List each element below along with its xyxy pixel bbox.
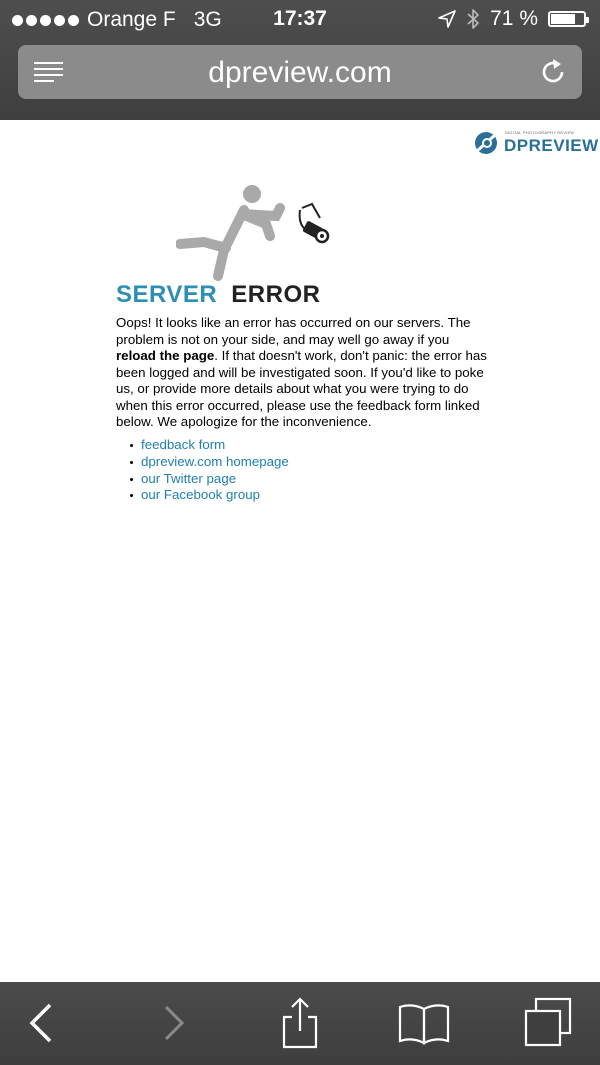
camera-icon: [300, 204, 328, 242]
list-item: [130, 454, 289, 471]
back-icon[interactable]: [16, 997, 68, 1049]
help-links-list: [130, 437, 289, 504]
list-item: [130, 487, 289, 504]
bookmarks-icon[interactable]: [398, 997, 450, 1049]
list-item: [130, 437, 289, 454]
battery-icon: [548, 11, 586, 27]
location-arrow-icon: [438, 10, 456, 28]
reload-icon[interactable]: [538, 57, 568, 87]
dpreview-logo-icon: [472, 130, 502, 156]
message-text-2: . If that doesn't work, don't panic: the error has been logged and will be investigated soon. If you'd like to poke us, or provide more details about what you were trying to do when this error occurred, please use the feedback form linked below. We apologize for the inconvenience.: [116, 348, 487, 429]
reload-page-text: reload the page: [116, 348, 215, 363]
bluetooth-icon: [466, 8, 480, 30]
facebook-link[interactable]: our Facebook group: [141, 487, 261, 503]
battery-percent: 71 %: [490, 7, 538, 30]
title-server: SERVER: [116, 281, 218, 308]
carrier-name: Orange F: [87, 8, 176, 31]
status-time: 17:37: [273, 7, 327, 30]
address-bar[interactable]: [18, 45, 582, 99]
page-title: [116, 281, 320, 309]
logo-tagline: DIGITAL PHOTOGRAPHY REVIEW: [505, 130, 575, 135]
forward-icon[interactable]: [148, 997, 200, 1049]
tabs-icon[interactable]: [522, 997, 574, 1049]
message-text-1: Oops! It looks like an error has occurred on our servers. The problem is not on your side, and may well go away if you: [116, 315, 471, 347]
network-type: 3G: [193, 8, 222, 31]
error-message: [116, 315, 490, 431]
status-bar: [0, 0, 600, 40]
browser-chrome: [0, 0, 600, 120]
falling-man-camera-icon: [176, 180, 336, 292]
homepage-link[interactable]: dpreview.com homepage: [141, 453, 289, 469]
twitter-link[interactable]: our Twitter page: [141, 470, 237, 486]
browser-toolbar: [0, 982, 600, 1065]
web-page: [0, 120, 600, 982]
list-item: [130, 471, 289, 488]
feedback-form-link[interactable]: feedback form: [141, 437, 226, 452]
title-error: ERROR: [231, 281, 321, 308]
dpreview-logo[interactable]: [472, 130, 599, 156]
share-icon[interactable]: [274, 997, 326, 1049]
url-text[interactable]: dpreview.com: [208, 56, 392, 89]
logo-name: DPREVIEW: [504, 136, 599, 155]
